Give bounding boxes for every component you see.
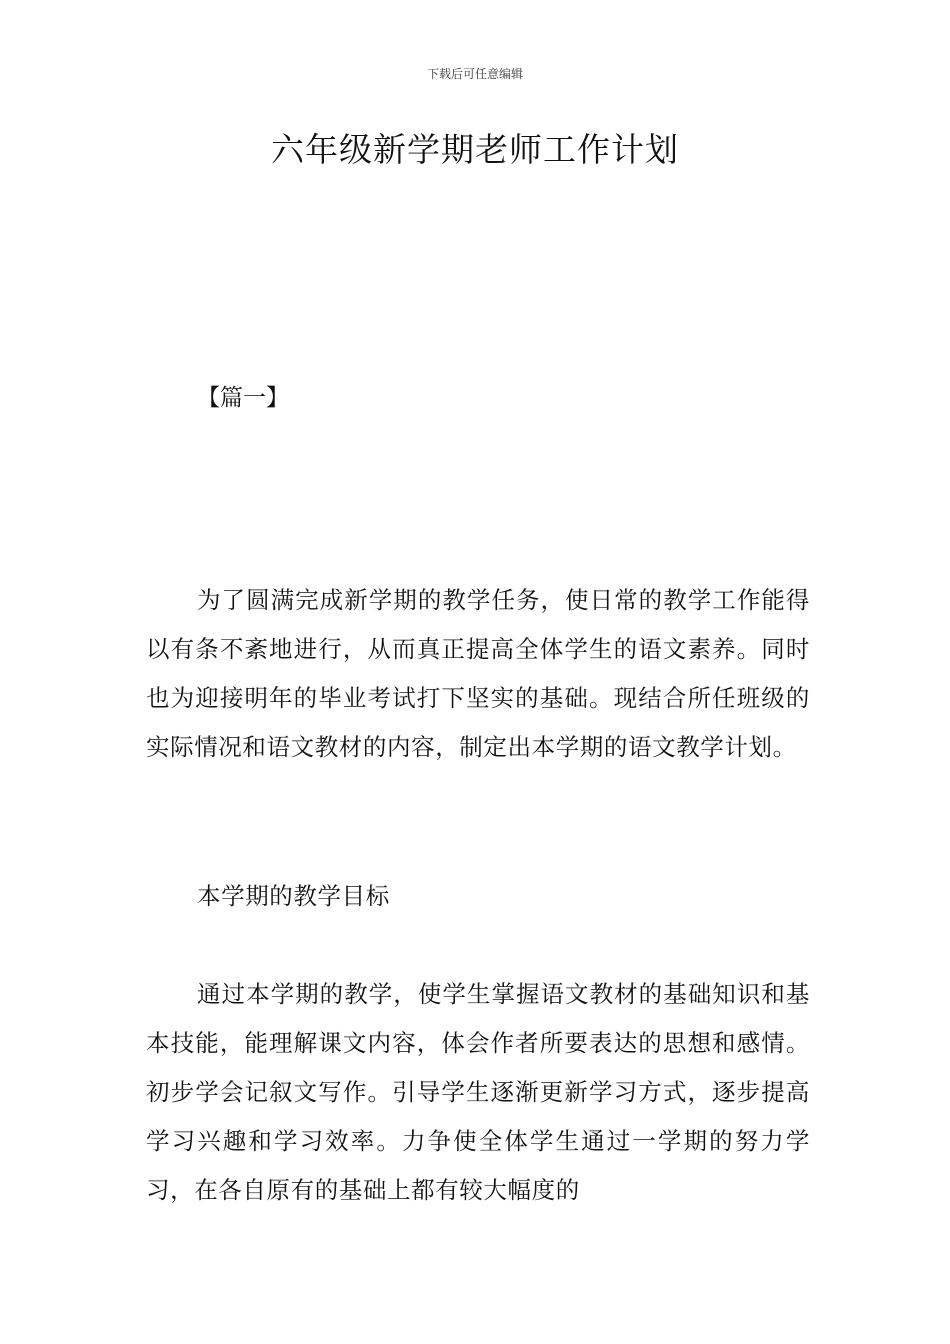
- section-label: 【篇一】: [197, 385, 289, 411]
- document-title: 六年级新学期老师工作计划: [271, 130, 679, 169]
- header-note: 下载后可任意编辑: [426, 67, 523, 81]
- goals-paragraph: 通过本学期的教学，使学生掌握语文教材的基础知识和基本技能，能理解课文内容，体会作者所要表达的思想和感情。初步学会记叙文写作。引导学生逐渐更新学习方式，逐步提高学习兴趣和学习效率。力争使全体学生通过一学期的努力学习，在各自原有的基础上都有较大幅度的: [146, 980, 810, 1204]
- goals-heading: 本学期的教学目标: [197, 882, 390, 910]
- intro-paragraph: 为了圆满完成新学期的教学任务，使日常的教学工作能得以有条不紊地进行，从而真正提高全体学生的语文素养。同时也为迎接明年的毕业考试打下坚实的基础。现结合所任班级的实际情况和语文教材的内容，制定出本学期的语文教学计划。: [146, 586, 810, 761]
